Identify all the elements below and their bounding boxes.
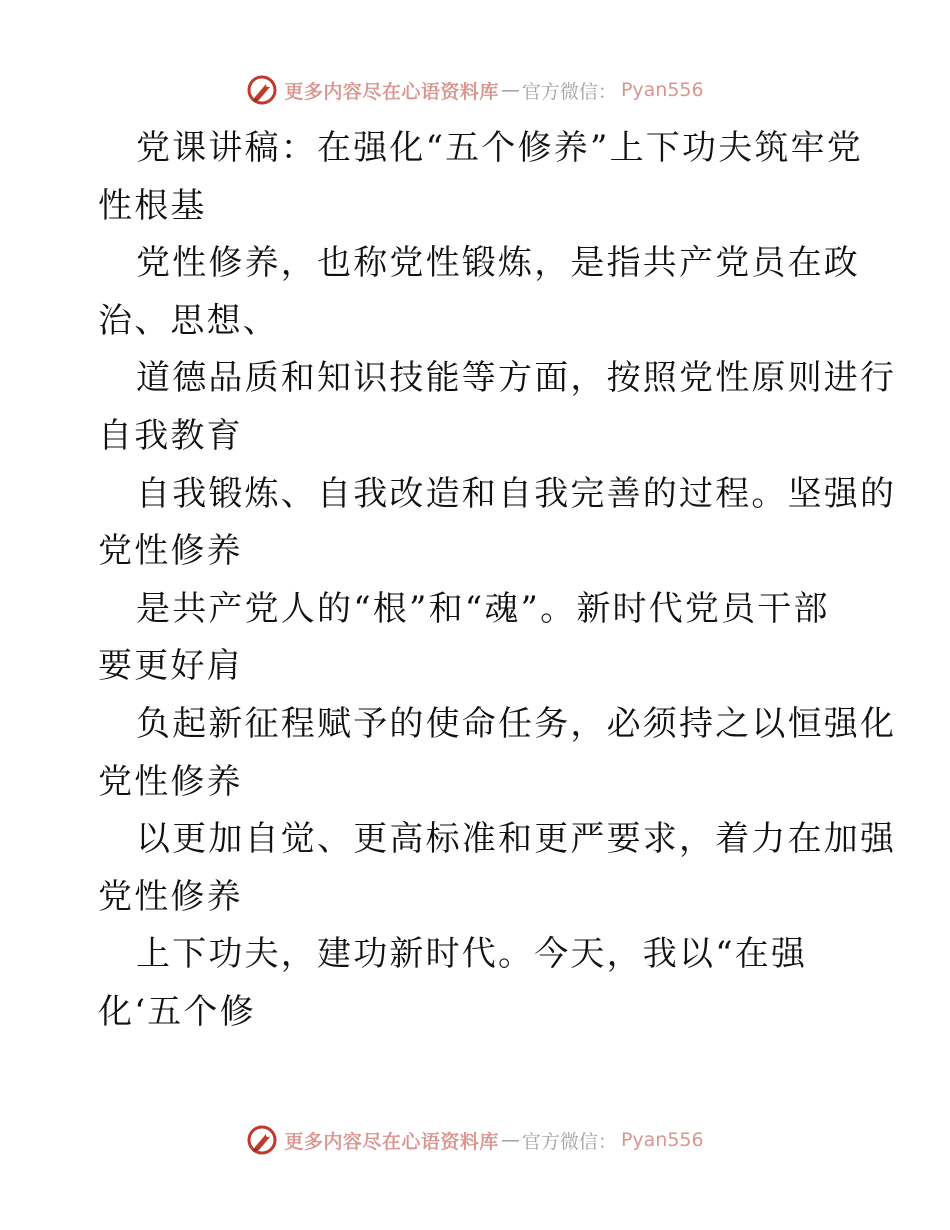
paragraph-line: 自我教育 (98, 415, 243, 456)
pen-logo-icon (246, 1124, 278, 1156)
watermark-text: 更多内容尽在心语资料库 (284, 1130, 499, 1153)
paragraph-line: 党性修养 (98, 876, 243, 917)
paragraph-line: 以更加自觉、更高标准和更严要求，着力在加强 (136, 819, 897, 860)
watermark-label: 官方微信： (521, 80, 617, 103)
watermark-id: Pyan556 (620, 1129, 704, 1151)
document-title-line-2: 性根基 (98, 185, 207, 226)
footer-watermark (0, 1120, 950, 1160)
paragraph-line: 化‘五个修 (98, 991, 256, 1032)
watermark-label: 官方微信： (521, 1130, 617, 1153)
watermark-id: Pyan556 (620, 79, 704, 101)
document-title-line-1: 党课讲稿：在强化“五个修养”上下功夫筑牢党 (136, 128, 863, 168)
paragraph-line: 上下功夫，建功新时代。今天，我以“在强 (136, 934, 808, 975)
paragraph-line: 道德品质和知识技能等方面，按照党性原则进行 (136, 358, 897, 399)
watermark-text: 更多内容尽在心语资料库 (284, 80, 499, 103)
paragraph-line: 要更好肩 (98, 646, 243, 687)
document-body (98, 120, 897, 1042)
paragraph-line: 是共产党人的“根”和“魂”。新时代党员干部 (136, 588, 830, 629)
header-watermark (0, 70, 950, 110)
paragraph-line: 党性修养 (98, 761, 243, 802)
paragraph-line: 治、思想、 (98, 300, 279, 341)
watermark-separator: — (500, 79, 520, 101)
paragraph-line: 负起新征程赋予的使命任务，必须持之以恒强化 (136, 703, 897, 744)
paragraph-line: 党性修养，也称党性锻炼，是指共产党员在政 (136, 243, 860, 284)
pen-logo-icon (246, 74, 278, 106)
paragraph-line: 党性修养 (98, 531, 243, 572)
watermark-separator: — (500, 1129, 520, 1151)
paragraph-line: 自我锻炼、自我改造和自我完善的过程。坚强的 (136, 473, 897, 514)
